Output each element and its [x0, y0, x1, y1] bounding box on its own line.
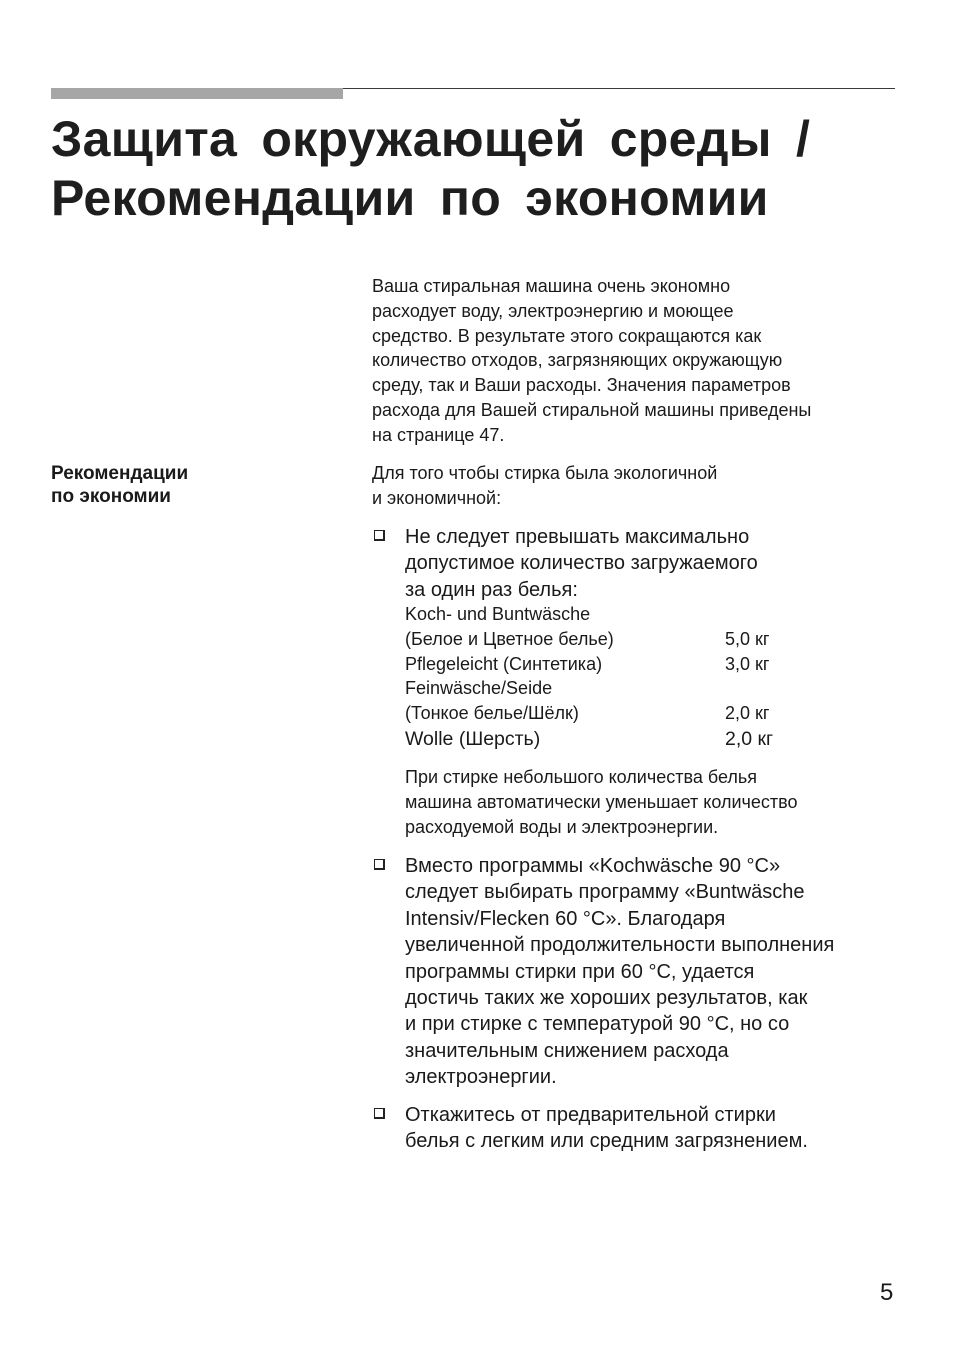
intro-line: среду, так и Ваши расходы. Значения параметров — [372, 375, 791, 396]
load-row — [405, 701, 825, 726]
checkbox-bullet-icon — [374, 530, 385, 541]
load-row — [405, 676, 825, 701]
load-value: 2,0 кг — [725, 703, 770, 724]
intro-paragraph — [372, 274, 912, 448]
load-value: 5,0 кг — [725, 628, 770, 649]
tip-line: следует выбирать программу «Buntwäsche — [405, 881, 805, 904]
intro-line: расхода для Вашей стиральной машины приведены — [372, 399, 812, 420]
section-intro — [372, 461, 912, 511]
section-heading-line: по экономии — [51, 486, 171, 507]
tip-text — [405, 1102, 925, 1155]
intro-line: Ваша стиральная машина очень экономно — [372, 276, 731, 296]
load-value: 3,0 кг — [725, 653, 770, 674]
intro-line: расходует воду, электроэнергию и моющее — [372, 300, 734, 321]
section-heading-line: Рекомендации — [51, 463, 189, 484]
section-intro-line: Для того чтобы стирка была экологичной — [372, 463, 718, 483]
tip-text — [405, 853, 925, 1091]
page-title-line: Защита окружающей среды / — [51, 111, 811, 167]
tip-line: электроэнергии. — [405, 1066, 557, 1089]
tip-line: программы стирки при 60 °C, удается — [405, 960, 755, 983]
page-number: 5 — [880, 1279, 894, 1306]
load-row — [405, 602, 825, 627]
section-intro-line: и экономичной: — [372, 487, 502, 508]
load-label: Wolle (Шерсть) — [405, 727, 541, 750]
tip-line: и при стирке с температурой 90 °C, но со — [405, 1013, 790, 1036]
tip-line: Вместо программы «Kochwäsche 90 °C» — [405, 855, 781, 877]
tip-line: Не следует превышать максимально — [405, 526, 750, 548]
load-row — [405, 652, 825, 677]
tip-line: Intensiv/Flecken 60 °C». Благодаря — [405, 907, 726, 930]
section-heading — [51, 462, 311, 508]
page-title — [51, 110, 911, 228]
tip-note-line: При стирке небольшого количества белья — [405, 767, 757, 787]
intro-line: средство. В результате этого сокращаются как — [372, 325, 762, 346]
checkbox-bullet-icon — [374, 1108, 385, 1119]
tip-note — [405, 765, 925, 839]
tip-line: за один раз белья: — [405, 578, 578, 601]
load-label: (Белое и Цветное белье) — [405, 628, 614, 649]
load-row — [405, 726, 825, 753]
load-row — [405, 627, 825, 652]
tip-line: Откажитесь от предварительной стирки — [405, 1104, 776, 1126]
load-label: (Тонкое белье/Шёлк) — [405, 703, 579, 724]
load-label: Koch- und Buntwäsche — [405, 604, 591, 624]
load-value: 2,0 кг — [725, 727, 774, 750]
tip-line: белья с легким или средним загрязнением. — [405, 1130, 808, 1153]
intro-line: на странице 47. — [372, 424, 505, 445]
tip-line: достичь таких же хороших результатов, как — [405, 987, 808, 1010]
checkbox-bullet-icon — [374, 859, 385, 870]
tip-line: значительным снижением расхода — [405, 1039, 729, 1062]
header-accent-bar — [51, 88, 343, 99]
tip-note-line: машина автоматически уменьшает количество — [405, 791, 798, 812]
tip-line: увеличенной продолжительности выполнения — [405, 934, 835, 957]
load-label: Feinwäsche/Seide — [405, 678, 553, 699]
tip-text — [405, 524, 925, 603]
intro-line: количество отходов, загрязняющих окружающую — [372, 350, 783, 371]
page-title-line: Рекомендации по экономии — [51, 170, 769, 226]
tip-line: допустимое количество загружаемого — [405, 552, 758, 575]
tip-note-line: расходуемой воды и электроэнергии. — [405, 816, 719, 837]
load-label: Pflegeleicht (Синтетика) — [405, 653, 603, 674]
load-table — [405, 602, 825, 753]
